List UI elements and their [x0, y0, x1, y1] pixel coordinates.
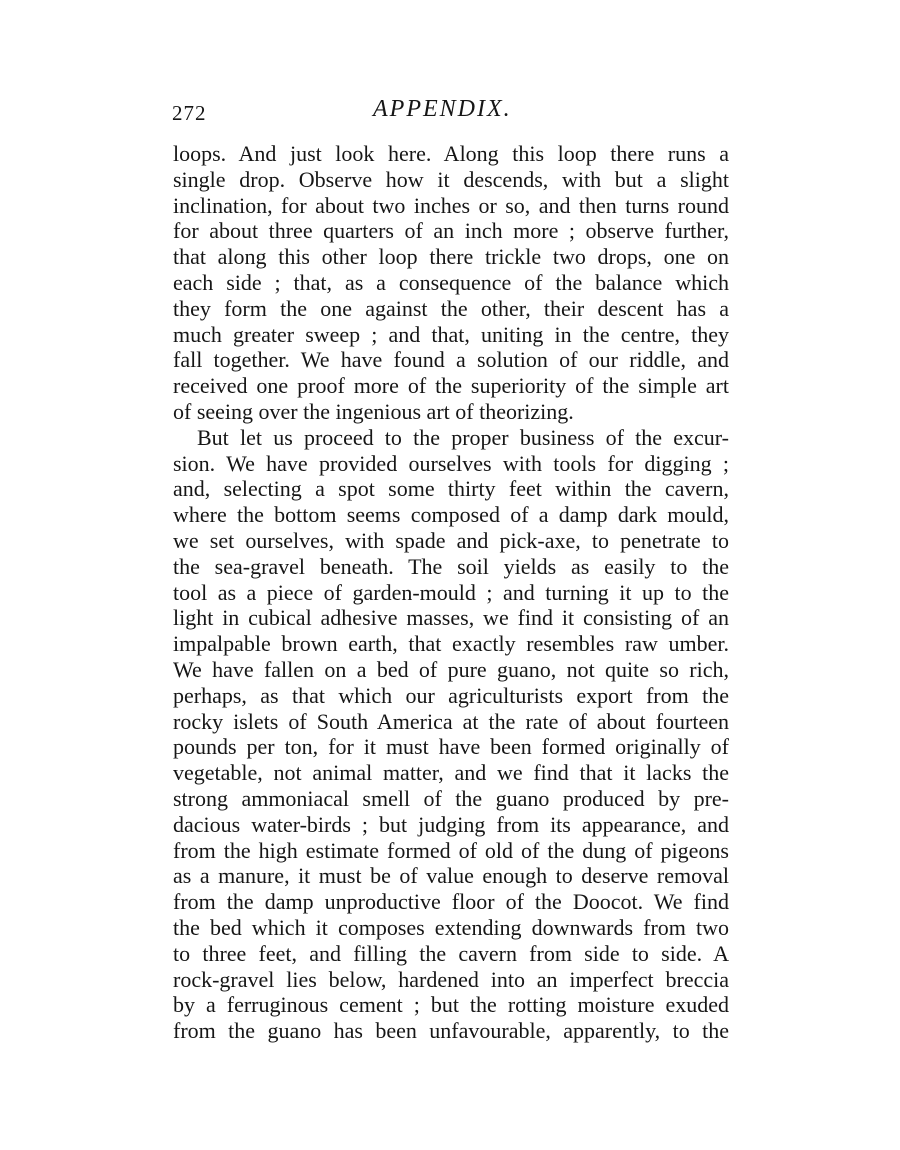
text-line: much greater sweep ; and that, uniting in the centre, they	[173, 321, 729, 347]
running-title: APPENDIX.	[373, 96, 512, 122]
text-line: the sea-gravel beneath. The soil yields as easily to the	[173, 553, 729, 579]
text-line: from the high estimate formed of old of the dung of pigeons	[173, 837, 729, 863]
paragraph-first-line: But let us proceed to the proper business of the excur-	[197, 424, 729, 450]
text-line: light in cubical adhesive masses, we find it consisting of an	[173, 605, 729, 631]
text-line: received one proof more of the superiority of the simple art	[173, 373, 729, 399]
text-line: to three feet, and filling the cavern from side to side. A	[173, 940, 729, 966]
text-line: We have fallen on a bed of pure guano, not quite so rich,	[173, 656, 729, 682]
text-line: strong ammoniacal smell of the guano produced by pre-	[173, 785, 729, 811]
text-line: and, selecting a spot some thirty feet within the cavern,	[173, 476, 729, 502]
text-line: we set ourselves, with spade and pick-axe, to penetrate to	[173, 527, 729, 553]
text-line: from the guano has been unfavourable, apparently, to the	[173, 1018, 729, 1044]
paragraph-last-line: of seeing over the ingenious art of theorizing.	[173, 398, 574, 424]
text-line: by a ferruginous cement ; but the rotting moisture exuded	[173, 992, 729, 1018]
text-line: the bed which it composes extending downwards from two	[173, 914, 729, 940]
text-line: rock-gravel lies below, hardened into an imperfect breccia	[173, 966, 729, 992]
text-line: pounds per ton, for it must have been formed originally of	[173, 734, 729, 760]
text-line: vegetable, not animal matter, and we find that it lacks the	[173, 760, 729, 786]
text-line: that along this other loop there trickle two drops, one on	[173, 244, 729, 270]
page-number: 272	[172, 101, 207, 125]
text-line: impalpable brown earth, that exactly resembles raw umber.	[173, 631, 729, 657]
text-line: rocky islets of South America at the rate of about fourteen	[173, 708, 729, 734]
text-line: sion. We have provided ourselves with tools for digging ;	[173, 450, 729, 476]
text-line: they form the one against the other, their descent has a	[173, 295, 729, 321]
text-line: loops. And just look here. Along this loop there runs a	[173, 141, 729, 166]
text-line: perhaps, as that which our agriculturists export from the	[173, 682, 729, 708]
text-line: inclination, for about two inches or so, and then turns round	[173, 192, 729, 218]
text-line: as a manure, it must be of value enough to deserve removal	[173, 863, 729, 889]
text-line: dacious water-birds ; but judging from its appearance, and	[173, 811, 729, 837]
text-line: each side ; that, as a consequence of the balance which	[173, 269, 729, 295]
body-text	[173, 141, 729, 1044]
text-line: from the damp unproductive floor of the Doocot. We find	[173, 889, 729, 915]
text-line: for about three quarters of an inch more ; observe further,	[173, 218, 729, 244]
text-line: tool as a piece of garden-mould ; and turning it up to the	[173, 579, 729, 605]
text-line: single drop. Observe how it descends, with but a slight	[173, 166, 729, 192]
text-line: where the bottom seems composed of a damp dark mould,	[173, 502, 729, 528]
text-line: fall together. We have found a solution of our riddle, and	[173, 347, 729, 373]
